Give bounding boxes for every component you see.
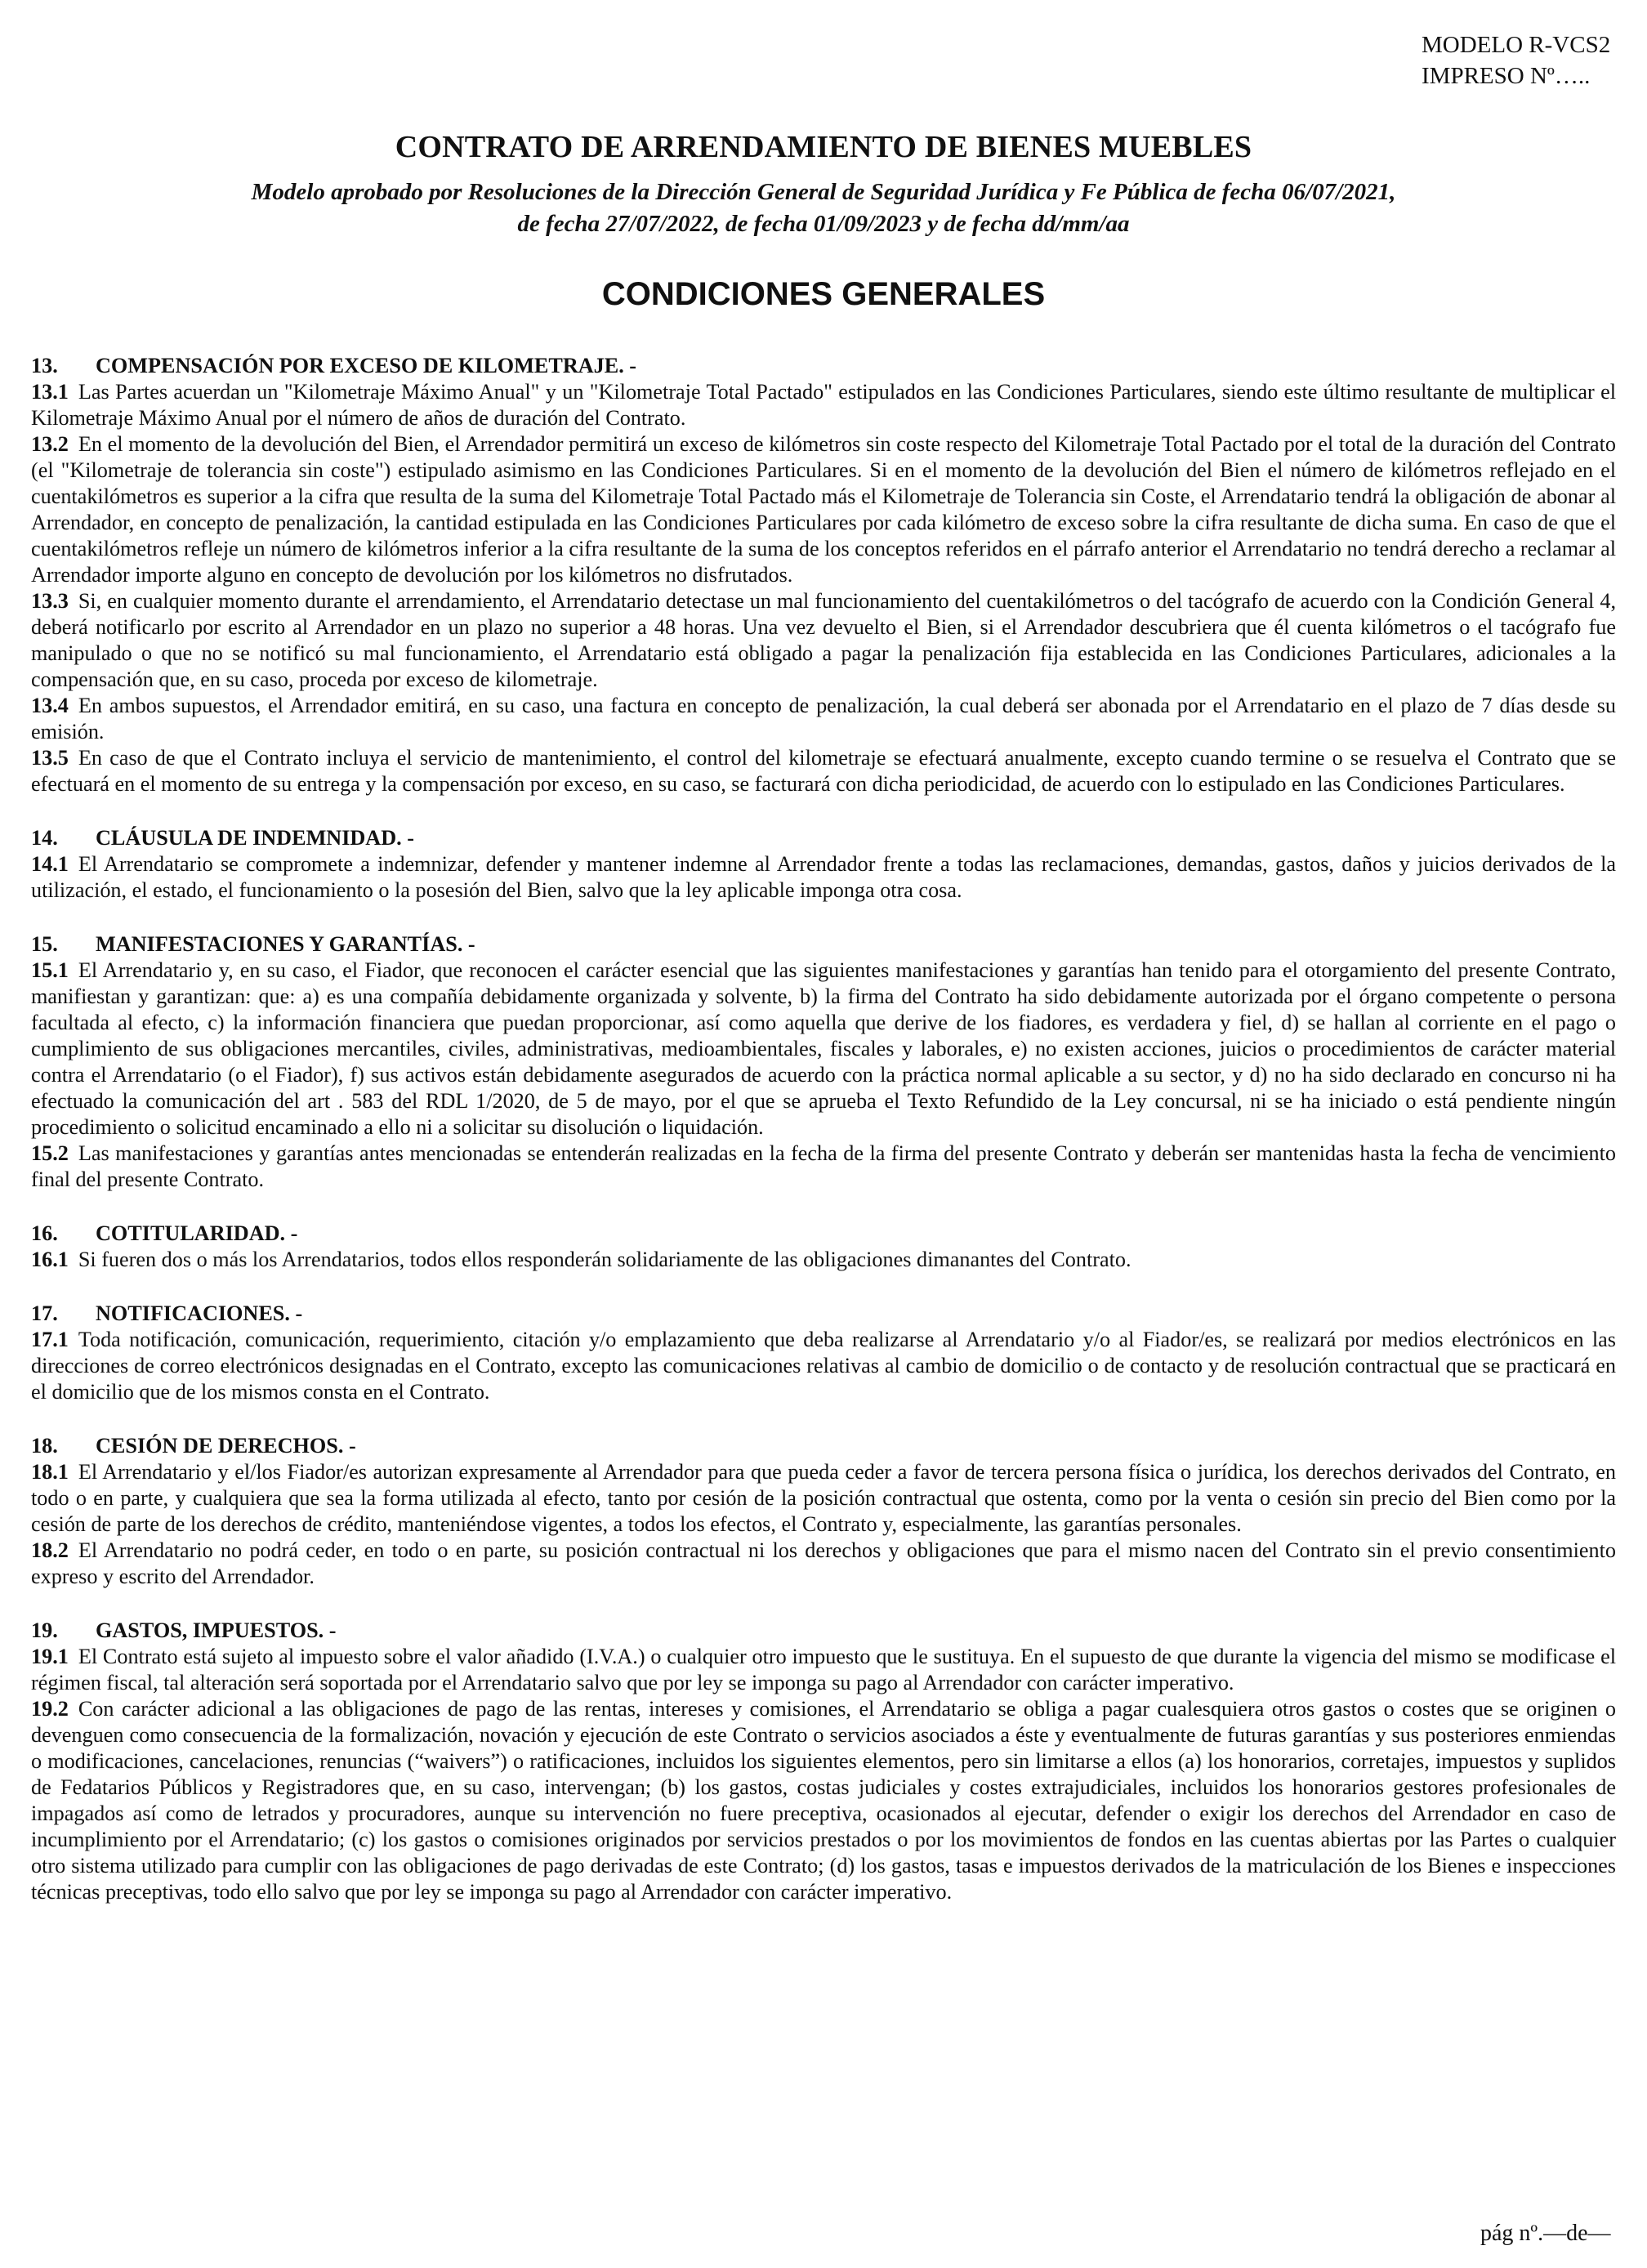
paragraph-text: Si, en cualquier momento durante el arrendamiento, el Arrendatario detectase un mal funcionamiento del cuentakilómetros o del tacógrafo de acuerdo con la Condición General 4, deberá notificarlo por escrito al Arrendador en un plazo no superior a 48 horas. Una vez devuelto el Bien, si el Arrendador descubriera que él cuenta kilómetros o el tacógrafo fue manipulado o que no se notificó su mal funcionamiento, el Arrendatario está obligado a pagar la penalización fija establecida en las Condiciones Particulares, adicionales a la compensación que, en su caso, proceda por exceso de kilometraje. (31, 589, 1616, 691)
clause-number: 17. (31, 1301, 58, 1325)
clause-paragraph (31, 379, 1616, 431)
paragraph-text: En el momento de la devolución del Bien, el Arrendador permitirá un exceso de kilómetros sin coste respecto del Kilometraje Total Pactado por el total de la duración del Contrato (el "Kilometraje de tolerancia sin coste") estipulado asimismo en las Condiciones Particulares. Si en el momento de la devolución del Bien el número de kilómetros reflejado en el cuentakilómetros es superior a la cifra que resulta de la suma del Kilometraje Total Pactado más el Kilometraje de Tolerancia sin Coste, el Arrendatario tendrá la obligación de abonar al Arrendador, en concepto de penalización, la cantidad estipulada en las Condiciones Particulares por cada kilómetro de exceso sobre la cifra resultante de dicha suma. En caso de que el cuentakilómetros refleje un número de kilómetros inferior a la cifra resultante de la suma de los conceptos referidos en el párrafo anterior el Arrendatario no tendrá derecho a reclamar al Arrendador importe alguno en concepto de devolución por los kilómetros no disfrutados. (31, 432, 1616, 587)
clause-paragraph (31, 1459, 1616, 1538)
document-subtitle (98, 176, 1549, 240)
clause-heading (31, 1221, 1616, 1247)
subtitle-line-1: Modelo aprobado por Resoluciones de la Dirección General de Seguridad Jurídica y Fe Pública de fecha 06/07/2021, (251, 179, 1396, 205)
paragraph-number: 17.1 (31, 1328, 69, 1351)
clause-heading (31, 825, 1616, 851)
paragraph-number: 18.1 (31, 1460, 69, 1484)
clauses-body (31, 353, 1616, 1933)
clause-title: COMPENSACIÓN POR EXCESO DE KILOMETRAJE. - (96, 354, 637, 377)
conditions-title: CONDICIONES GENERALES (601, 276, 1046, 312)
paragraph-text: En ambos supuestos, el Arrendador emitirá, en su caso, una factura en concepto de penalización, la cual deberá ser abonada por el Arrendatario en el plazo de 7 días desde su emisión. (31, 694, 1616, 743)
paragraph-text: El Arrendatario y, en su caso, el Fiador, que reconocen el carácter esencial que las siguientes manifestaciones y garantías han tenido para el otorgamiento del presente Contrato, manifiestan y garantizan: que: a) es una compañía debidamente organizada y solvente, b) la firma del Contrato ha sido debidamente autorizada por el órgano competente o persona facultada al efecto, c) la información financiera que puedan proporcionar, así como aquella que derive de los fiadores, es verdadera y fiel, d) se hallan al corriente en el pago o cumplimiento de sus obligaciones mercantiles, civiles, administrativas, medioambientales, fiscales y laborales, e) no existen acciones, juicios o procedimientos de carácter material contra el Arrendatario (o el Fiador), f) sus activos están debidamente asegurados de acuerdo con la práctica normal aplicable a su sector, y d) no ha sido declarado en concurso ni ha efectuado la comunicación del art . 583 del RDL 1/2020, de 5 de mayo, por el que se aprueba el Texto Refundido de la Ley concursal, ni se ha iniciado o está pendiente ningún procedimiento o solicitud encaminado a ello ni a solicitar su disolución o liquidación. (31, 958, 1616, 1139)
clause-section (31, 1221, 1616, 1273)
paragraph-number: 14.1 (31, 852, 69, 876)
clause-section (31, 825, 1616, 904)
clause-number: 19. (31, 1618, 58, 1642)
paragraph-text: El Contrato está sujeto al impuesto sobre el valor añadido (I.V.A.) o cualquier otro impuesto que le sustituya. En el supuesto de que durante la vigencia del mismo se modificase el régimen fiscal, tal alteración será soportada por el Arrendatario salvo que por ley se imponga su pago al Arrendador con carácter imperativo. (31, 1645, 1616, 1694)
paragraph-number: 15.2 (31, 1141, 69, 1165)
paragraph-text: El Arrendatario y el/los Fiador/es autorizan expresamente al Arrendador para que pueda ceder a favor de tercera persona física o jurídica, los derechos derivados del Contrato, en todo o en parte, y cualquiera que sea la forma utilizada al efecto, tanto por cesión de la posición contractual que ostenta, como por la venta o cesión sin precio del Bien como por la cesión de parte de los derechos de crédito, manteniéndose vigentes, a todos los efectos, el Contrato y, especialmente, las garantías personales. (31, 1460, 1616, 1536)
clause-section (31, 1618, 1616, 1905)
clause-heading (31, 1618, 1616, 1644)
clause-paragraph (31, 431, 1616, 588)
paragraph-number: 16.1 (31, 1248, 69, 1271)
paragraph-text: Si fueren dos o más los Arrendatarios, todos ellos responderán solidariamente de las obligaciones dimanantes del Contrato. (78, 1248, 1131, 1271)
paragraph-number: 18.2 (31, 1538, 69, 1562)
page-number: pág nº.—de— (1480, 2221, 1611, 2246)
paragraph-text: El Arrendatario se compromete a indemnizar, defender y mantener indemne al Arrendador frente a todas las reclamaciones, demandas, gastos, daños y juicios derivados de la utilización, el estado, el funcionamiento o la posesión del Bien, salvo que la ley aplicable imponga otra cosa. (31, 852, 1616, 902)
clause-heading (31, 1301, 1616, 1327)
clause-title: MANIFESTACIONES Y GARANTÍAS. - (96, 932, 475, 956)
document-title: CONTRATO DE ARRENDAMIENTO DE BIENES MUEBLES (395, 130, 1252, 164)
clause-paragraph (31, 1141, 1616, 1193)
clause-number: 13. (31, 354, 58, 377)
paragraph-text: Las Partes acuerdan un "Kilometraje Máximo Anual" y un "Kilometraje Total Pactado" estipulados en las Condiciones Particulares, siendo este último resultante de multiplicar el Kilometraje Máximo Anual por el número de años de duración del Contrato. (31, 380, 1616, 430)
clause-heading (31, 1433, 1616, 1459)
clause-paragraph (31, 588, 1616, 693)
paragraph-text: Las manifestaciones y garantías antes mencionadas se entenderán realizadas en la fecha de la firma del presente Contrato y deberán ser mantenidas hasta la fecha de vencimiento final del presente Contrato. (31, 1141, 1616, 1191)
paragraph-text: Toda notificación, comunicación, requerimiento, citación y/o emplazamiento que deba realizarse al Arrendatario y/o al Fiador/es, se realizará por medios electrónicos en las direcciones de correo electrónicos designadas en el Contrato, excepto las comunicaciones relativas al cambio de domicilio o de contacto y de resolución contractual que se practicará en el domicilio que de los mismos consta en el Contrato. (31, 1328, 1616, 1404)
model-code: MODELO R-VCS2 (1422, 32, 1611, 58)
paragraph-number: 15.1 (31, 958, 69, 982)
paragraph-number: 13.5 (31, 746, 69, 770)
clause-paragraph (31, 1247, 1616, 1273)
paragraph-number: 13.3 (31, 589, 69, 613)
clause-title: CLÁUSULA DE INDEMNIDAD. - (96, 826, 414, 850)
subtitle-line-2: de fecha 27/07/2022, de fecha 01/09/2023 y de fecha dd/mm/aa (517, 211, 1130, 237)
impreso-number: IMPRESO Nº….. (1422, 63, 1591, 89)
clause-paragraph (31, 851, 1616, 904)
paragraph-text: Con carácter adicional a las obligaciones de pago de las rentas, intereses y comisiones, el Arrendatario se obliga a pagar cualesquiera otros gastos o costes que se originen o devenguen como consecuencia de la formalización, novación y ejecución de este Contrato o servicios asociados a éste y eventualmente de futuras garantías y sus posteriores enmiendas o modificaciones, cancelaciones, renuncias (“waivers”) o ratificaciones, incluidos los siguientes elementos, pero sin limitarse a ellos (a) los honorarios, corretajes, impuestos y suplidos de Fedatarios Públicos y Registradores que, en su caso, intervengan; (b) los gastos, costas judiciales y costes extrajudiciales, incluidos los honorarios gestores profesionales de impagados así como de letrados y procuradores, aunque su intervención no fuere preceptiva, ocasionados al ejecutar, defender o exigir los derechos del Arrendador en caso de incumplimiento por el Arrendatario; (c) los gastos o comisiones originados por servicios prestados o por los movimientos de fondos en las cuentas abiertas por las Partes o cualquier otro sistema utilizado para cumplir con las obligaciones de pago derivadas de este Contrato; (d) los gastos, tasas e impuestos derivados de la matriculación de los Bienes e inspecciones técnicas preceptivas, todo ello salvo que por ley se imponga su pago al Arrendador con carácter imperativo. (31, 1697, 1616, 1904)
paragraph-number: 19.1 (31, 1645, 69, 1668)
paragraph-number: 13.2 (31, 432, 69, 456)
paragraph-text: En caso de que el Contrato incluya el servicio de mantenimiento, el control del kilometraje se efectuará anualmente, excepto cuando termine o se resuelva el Contrato que se efectuará en el momento de su entrega y la compensación por exceso, en su caso, se facturará con dicha periodicidad, de acuerdo con lo estipulado en las Condiciones Particulares. (31, 746, 1616, 796)
clause-section (31, 353, 1616, 797)
paragraph-number: 13.1 (31, 380, 69, 404)
clause-paragraph (31, 1327, 1616, 1405)
clause-number: 14. (31, 826, 58, 850)
clause-title: CESIÓN DE DERECHOS. - (96, 1434, 356, 1458)
clause-heading (31, 353, 1616, 379)
clause-paragraph (31, 693, 1616, 745)
clause-title: COTITULARIDAD. - (96, 1221, 298, 1245)
clause-section (31, 931, 1616, 1193)
paragraph-text: El Arrendatario no podrá ceder, en todo o en parte, su posición contractual ni los derechos y obligaciones que para el mismo nacen del Contrato sin el previo consentimiento expreso y escrito del Arrendador. (31, 1538, 1616, 1588)
paragraph-number: 19.2 (31, 1697, 69, 1721)
paragraph-number: 13.4 (31, 694, 69, 717)
clause-paragraph (31, 1538, 1616, 1590)
clause-paragraph (31, 1696, 1616, 1905)
clause-title: NOTIFICACIONES. - (96, 1301, 303, 1325)
model-reference (1422, 29, 1610, 92)
clause-title: GASTOS, IMPUESTOS. - (96, 1618, 337, 1642)
clause-number: 16. (31, 1221, 58, 1245)
clause-paragraph (31, 745, 1616, 797)
clause-section (31, 1433, 1616, 1590)
clause-section (31, 1301, 1616, 1405)
clause-number: 15. (31, 932, 58, 956)
clause-paragraph (31, 1644, 1616, 1696)
clause-paragraph (31, 958, 1616, 1141)
clause-heading (31, 931, 1616, 958)
clause-number: 18. (31, 1434, 58, 1458)
